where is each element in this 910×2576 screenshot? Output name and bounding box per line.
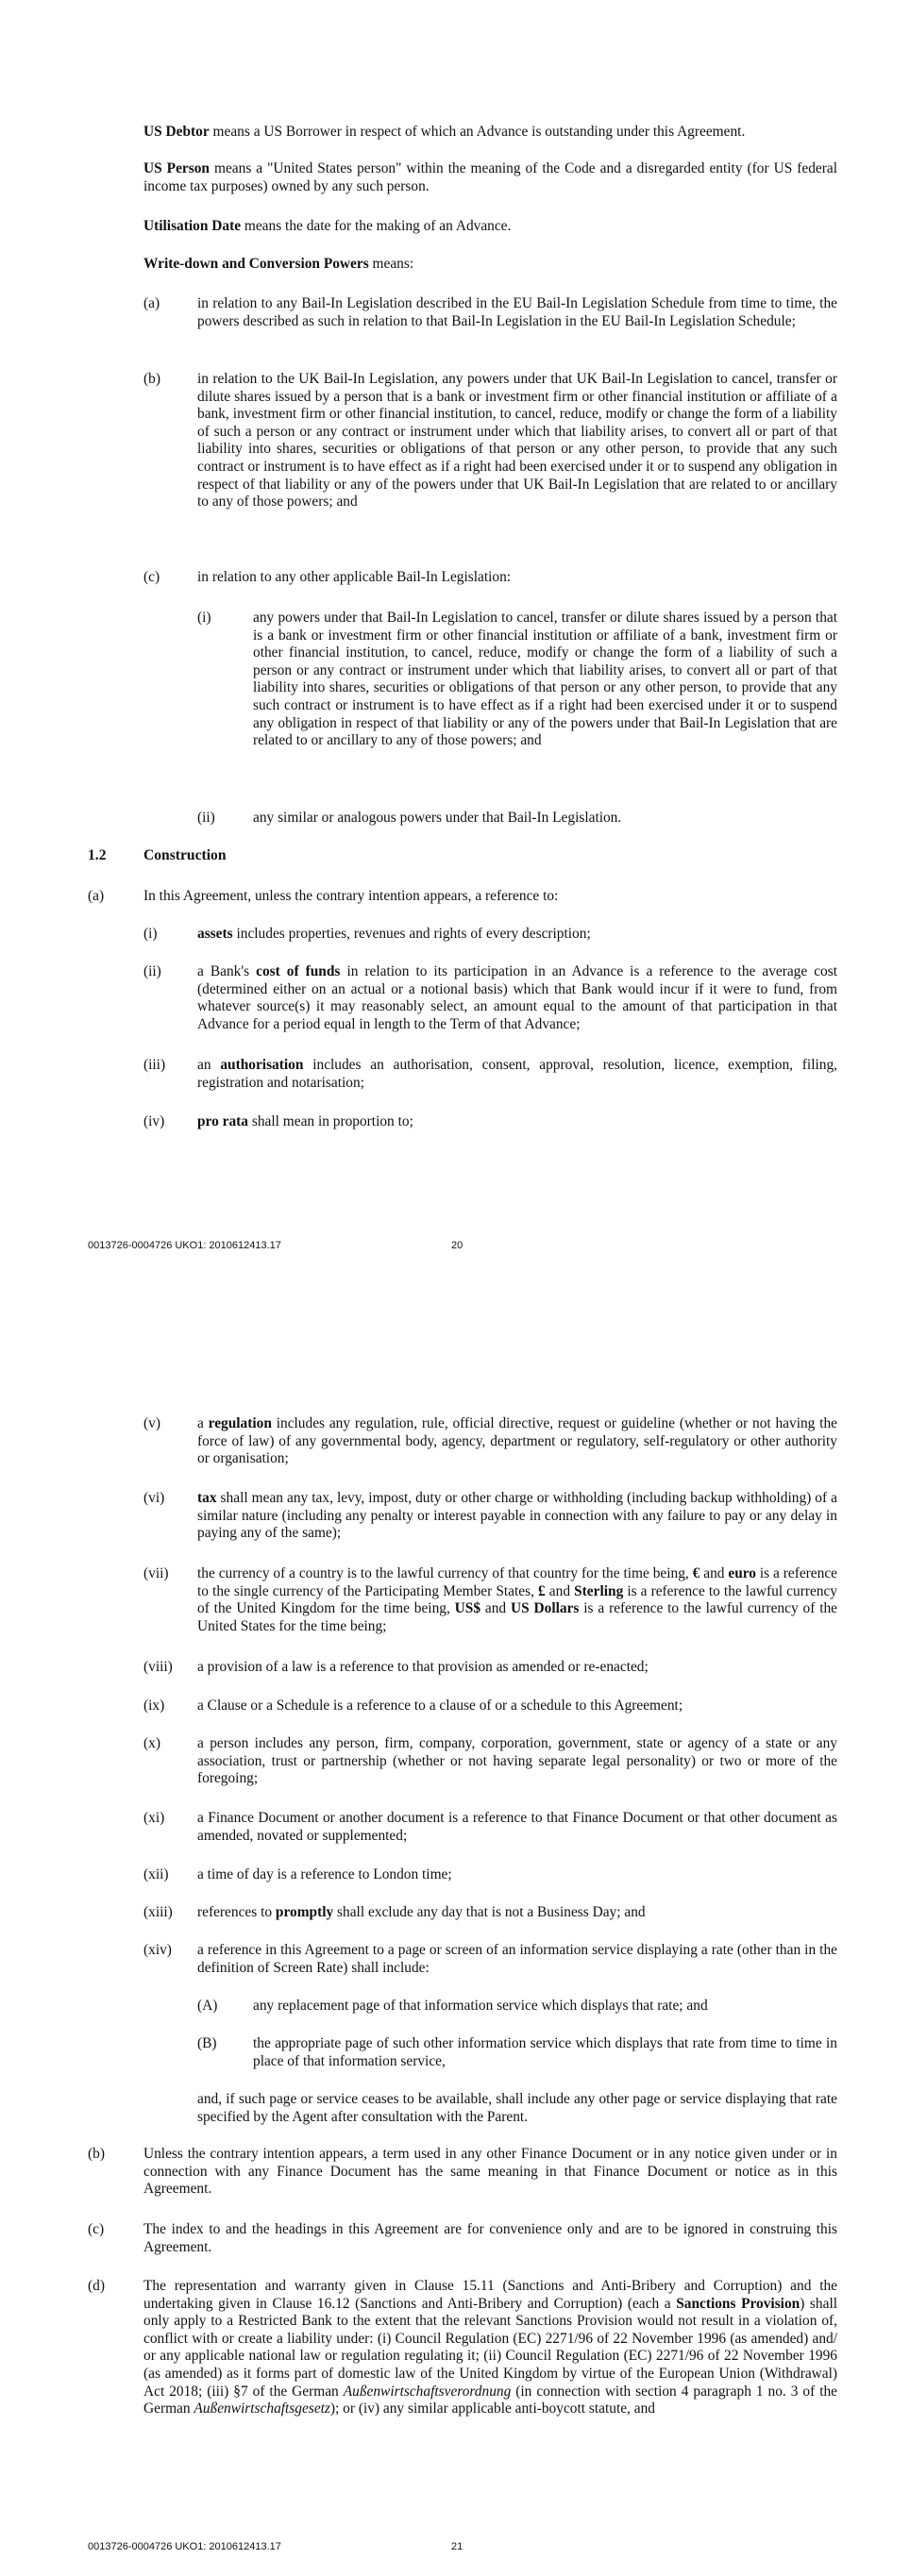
clause-label: (a) (88, 888, 105, 904)
subitem-label: (A) (197, 1998, 218, 2014)
definition-write-down-conversion-powers: Write-down and Conversion Powers means: (143, 256, 414, 272)
item-currency: the currency of a country is to the lawful currency of that country for the time being, € and euro is a reference to the single currency of the Participating Member States, £ and Sterling is a reference to the lawful currency of the United Kingdom for the time being, US$ and US Dollars is a reference to the lawful currency of the United States for the time being; (197, 1565, 838, 1634)
item-label: (vi) (143, 1490, 165, 1506)
item-label: (ii) (143, 963, 161, 979)
item-cost-of-funds: a Bank's cost of funds in relation to its participation in an Advance is a reference to the average cost (determined either on an actual or a notional basis) which that Bank would incur if it were to fund, from whatever source(s) it may reasonably select, an amount equal to the amount of that participation in that Advance for a period equal in length to the Term of that Advance; (197, 963, 838, 1032)
clause-text: in relation to the UK Bail-In Legislation, any powers under that UK Bail-In Legislation to cancel, transfer or dilute shares issued by a person that is a bank or investment firm or other financial institution or affiliate of a bank, investment firm or other financial institution, to cancel, reduce, modify or change the form of a liability of such a person or any contract or instrument under which that liability arises, to convert all or part of that liability into shares, securities or obligations of that person or any other person, to provide that any such contract or instrument is to have effect as if a right had been exercised under it or to suspend any obligation in respect of that liability or any of the powers under that UK Bail-In Legislation that are related to or ancillary to any of those powers; and (197, 371, 837, 510)
item-label: (iv) (143, 1113, 165, 1129)
clause-sanctions: The representation and warranty given in Clause 15.11 (Sanctions and Anti-Bribery and Corruption) and the undertaking given in Clause 16.12 (Sanctions and Anti-Bribery and Corruption) (each a Sanctions Provision) shall only apply to a Restricted Bank to the extent that the relevant Sanctions Provision would not result in a violation of, conflict with or create a liability under: (i) Council Regulation (EC) 2271/96 of 22 November 1996 (as amended) and/ or any applicable national law or regulation regulating it; (ii) Council Regulation (EC) 2271/96 of 22 November 1996 (as amended) as it forms part of domestic law of the United Kingdom by virtue of the European Union (Withdrawal) Act 2018; (iii) §7 of the German Außenwirtschaftsverordnung (in connection with section 4 paragraph 1 no. 3 of the German Außenwirtschaftsgesetz); or (iv) any similar applicable anti-boycott statute, and (143, 2278, 838, 2417)
subitem-text: any replacement page of that information service which displays that rate; and (253, 1998, 708, 2014)
item-label: (viii) (143, 1659, 173, 1675)
clause-text: The index to and the headings in this Agreement are for convenience only and are to be ignored in construing this Agreement. (143, 2221, 837, 2255)
item-provision-of-law: a provision of a law is a reference to that provision as amended or re-enacted; (197, 1659, 649, 1675)
clause-label: (ii) (197, 810, 215, 826)
item-label: (xiv) (143, 1942, 172, 1958)
item-label: (xii) (143, 1866, 169, 1882)
subitem-text: the appropriate page of such other information service which displays that rate from time to time in place of that information service, (253, 2035, 837, 2069)
clause-text: Unless the contrary intention appears, a term used in any other Finance Document or in any notice given under or in connection with any Finance Document has the same meaning in that Finance Document or notice as in this Agreement. (143, 2146, 837, 2198)
definition-utilisation-date: Utilisation Date means the date for the making of an Advance. (143, 218, 512, 234)
clause-label: (b) (88, 2146, 105, 2162)
definition-us-debtor: US Debtor means a US Borrower in respect of which an Advance is outstanding under this Agreement. (143, 124, 746, 140)
item-label: (ix) (143, 1698, 165, 1714)
item-label: (i) (143, 926, 158, 942)
clause-text: in relation to any other applicable Bail-In Legislation: (197, 569, 512, 585)
item-tax: tax shall mean any tax, levy, impost, duty or other charge or withholding (including backup withholding) of a similar nature (including any penalty or interest payable in connection with any failure to pay or any delay in paying any of the same); (197, 1490, 837, 1542)
clause-label: (c) (88, 2221, 105, 2237)
item-label: (x) (143, 1735, 160, 1751)
page-number: 21 (451, 2541, 463, 2552)
page-21 (0, 1330, 910, 2576)
clause-text: any powers under that Bail-In Legislation to cancel, transfer or dilute shares issued by a person that is a bank or investment firm or other financial institution or affiliate of a bank, investment firm or other financial institution, to cancel, reduce, modify or change the form of a liability of such a person or any contract or instrument under which that liability arises, to convert all or part of that liability into shares, securities or obligations of that person or any other person, to provide that any such contract or instrument is to have effect as if a right had been exercised under it or to suspend any obligation in respect of that liability or any of the powers under that Bail-In Legislation that are related to or ancillary to any of those powers; and (253, 610, 837, 749)
item-promptly: references to promptly shall exclude any day that is not a Business Day; and (197, 1904, 646, 1920)
section-title: Construction (143, 847, 227, 863)
item-finance-document: a Finance Document or another document is a reference to that Finance Document or that other document as amended, novated or supplemented; (197, 1810, 837, 1844)
clause-text: In this Agreement, unless the contrary intention appears, a reference to: (143, 888, 559, 904)
item-label: (iii) (143, 1057, 166, 1073)
clause-text: in relation to any Bail-In Legislation described in the EU Bail-In Legislation Schedule from time to time, the powers described as such in relation to that Bail-In Legislation in the EU Bail-In Legislation Schedule; (197, 295, 837, 329)
clause-text: any similar or analogous powers under that Bail-In Legislation. (253, 810, 622, 826)
definition-us-person: US Person means a "United States person" within the meaning of the Code and a disregarded entity (for US federal income tax purposes) owned by any such person. (143, 160, 837, 194)
footer-reference: 0013726-0004726 UKO1: 2010612413.17 (88, 1240, 281, 1251)
item-information-service: a reference in this Agreement to a page or screen of an information service displaying a rate (other than in the definition of Screen Rate) shall include: (197, 1942, 837, 1976)
item-assets: assets includes properties, revenues and rights of every description; (197, 926, 591, 942)
clause-label: (b) (143, 371, 160, 387)
item-label: (vii) (143, 1565, 169, 1581)
item-authorisation: an authorisation includes an authorisation, consent, approval, resolution, licence, exemption, filing, registration and notarisation; (197, 1057, 837, 1091)
item-label: (v) (143, 1415, 160, 1431)
item-clause-schedule: a Clause or a Schedule is a reference to a clause of or a schedule to this Agreement; (197, 1698, 683, 1714)
item-label: (xiii) (143, 1904, 173, 1920)
item-pro-rata: pro rata shall mean in proportion to; (197, 1113, 413, 1129)
clause-label: (c) (143, 569, 160, 585)
page-number: 20 (451, 1240, 463, 1251)
clause-label: (a) (143, 295, 160, 311)
section-number: 1.2 (88, 847, 107, 863)
item-label: (xi) (143, 1810, 165, 1826)
item-xiv-closing: and, if such page or service ceases to be available, shall include any other page or service displaying that rate specified by the Agent after consultation with the Parent. (197, 2091, 837, 2125)
footer-reference: 0013726-0004726 UKO1: 2010612413.17 (88, 2541, 281, 2552)
item-regulation: a regulation includes any regulation, rule, official directive, request or guideline (whether or not having the force of law) of any governmental body, agency, department or regulatory, self-regulatory or other authority or organisation; (197, 1415, 837, 1467)
item-time-of-day: a time of day is a reference to London time; (197, 1866, 452, 1882)
clause-label: (d) (88, 2278, 105, 2294)
item-person: a person includes any person, firm, company, corporation, government, state or agency of a state or any association, trust or partnership (whether or not having separate legal personality) or two or more of the foregoing; (197, 1735, 837, 1787)
clause-label: (i) (197, 610, 211, 626)
subitem-label: (B) (197, 2035, 217, 2051)
